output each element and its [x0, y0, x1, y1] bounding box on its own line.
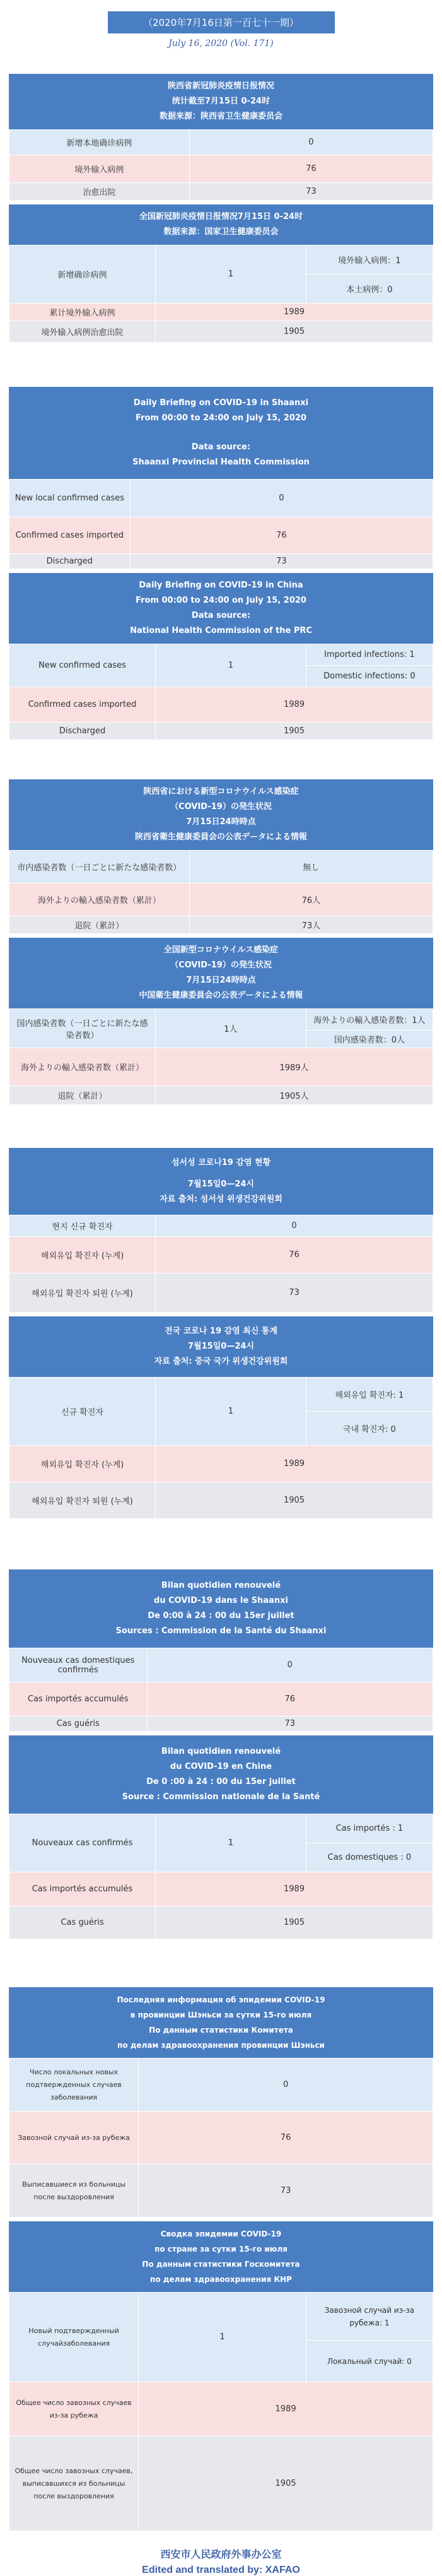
- domestic-breakdown: 国内感染者数：0人: [306, 1031, 433, 1048]
- row-label: New local confirmed cases: [9, 480, 131, 517]
- row-value: 1989: [156, 687, 433, 723]
- row-label: Confirmed cases imported: [9, 687, 156, 723]
- title-line: в провинции Шэньси за сутки 15-го июля: [130, 2011, 312, 2019]
- row-label: 治愈出院: [9, 183, 190, 201]
- row-value: 0: [156, 1215, 433, 1237]
- row-value: 1989: [156, 1872, 433, 1906]
- china-card: [9, 1316, 433, 1519]
- row-label: 海外よりの輸入感染者数（累計）: [9, 883, 190, 916]
- footer-org: 西安市人民政府外事办公室: [160, 2548, 282, 2560]
- row-value: 1989人: [156, 1048, 433, 1086]
- row-value: 76: [147, 1682, 433, 1716]
- row-value: 76: [156, 1237, 433, 1273]
- row-label: Cas importés accumulés: [9, 1682, 148, 1716]
- title-line: Daily Briefing on COVID-19 in China: [139, 581, 303, 590]
- china-card: [9, 2221, 433, 2531]
- imported-breakdown: Завозной случай из-за рубежа: 1: [306, 2293, 433, 2341]
- shaanxi-table: [9, 129, 433, 201]
- row-label: 境外输入病例: [9, 155, 190, 183]
- china-title: [9, 938, 433, 1008]
- shaanxi-card: [9, 779, 433, 934]
- title-line: По данным статистики Комитета: [149, 2026, 293, 2035]
- title-line: 7月15日24時時点: [186, 817, 256, 827]
- title-line: De 0 :00 à 24 : 00 du 15er juillet: [146, 1777, 296, 1787]
- title-line: 7월15일0—24시: [188, 1342, 254, 1351]
- section-french: [9, 1569, 433, 1939]
- title-line: Shaanxi Provincial Health Commission: [132, 458, 310, 467]
- title-line: 자료 출처: 중국 국가 위생건강위원회: [154, 1357, 288, 1366]
- row-value: 73: [147, 1716, 433, 1732]
- row-value: 1989: [156, 304, 433, 321]
- title-line: 全国新冠肺炎疫情日报情况7月15日 0-24时: [139, 212, 303, 222]
- title-line: Sources : Commission de la Santé du Shaanxi: [115, 1626, 327, 1636]
- row-label: 退院（累計）: [9, 1086, 156, 1105]
- china-table: [9, 1008, 433, 1105]
- section-chinese: [9, 74, 433, 343]
- row-value: 1905: [156, 1482, 433, 1519]
- title-line: По данным статистики Госкомитета: [142, 2260, 300, 2269]
- row-label: 市内感染者数（一日ごとに新たな感染者数）: [9, 851, 190, 883]
- title-line: du COVID-19 en Chine: [170, 1762, 272, 1771]
- shaanxi-table: [9, 2058, 433, 2218]
- row-label: Общее число завозных случаев, выписавшихся из больницы после выздоровления: [9, 2437, 139, 2531]
- title-line: From 00:00 to 24:00 on July 15, 2020: [136, 596, 306, 605]
- imported-breakdown: 海外よりの輸入感染者数：1人: [306, 1009, 433, 1031]
- title-line: Сводка эпидемии COVID-19: [160, 2230, 282, 2238]
- title-line: 中国衛生健康委員会の公表データによる情報: [139, 991, 303, 1000]
- new-cases-value: 1: [139, 2293, 306, 2382]
- row-value: 1989: [156, 1446, 433, 1482]
- footer: [0, 2546, 442, 2576]
- title-line: по делам здравоохранения провинции Шэньси: [117, 2041, 325, 2050]
- shaanxi-title: [9, 74, 433, 129]
- row-label: 해외유입 확진자 퇴원 (누계): [9, 1273, 156, 1313]
- imported-breakdown: Imported infections: 1: [306, 644, 433, 666]
- shaanxi-title: [9, 1148, 433, 1215]
- shaanxi-title: [9, 1987, 433, 2058]
- row-label: Confirmed cases imported: [9, 517, 131, 554]
- title-line: по делам здравоохранения КНР: [150, 2275, 292, 2284]
- china-title: [9, 2221, 433, 2292]
- shaanxi-card: [9, 74, 433, 201]
- row-label: 현지 신규 확진자: [9, 1215, 156, 1237]
- new-cases-value: 1: [156, 1378, 306, 1446]
- china-title: [9, 573, 433, 644]
- imported-breakdown: 해외유입 확진자: 1: [306, 1378, 433, 1412]
- row-value: 1989: [139, 2382, 433, 2437]
- row-label: Discharged: [9, 554, 131, 569]
- new-cases-value: 1: [156, 644, 306, 687]
- row-label: Cas guéris: [9, 1716, 148, 1732]
- row-label: Завозной случай из-за рубежа: [9, 2112, 139, 2165]
- china-table: [9, 1814, 433, 1939]
- row-value: 0: [189, 130, 433, 155]
- row-value: 73: [156, 1273, 433, 1313]
- shaanxi-card: [9, 387, 433, 569]
- row-label: 退院（累計）: [9, 916, 190, 934]
- title-line: （COVID-19）の発生状況: [170, 960, 272, 970]
- new-cases-value: 1: [156, 1814, 306, 1872]
- section-english: [9, 387, 433, 740]
- shaanxi-table: [9, 1648, 433, 1732]
- title-line: Data source:: [191, 442, 251, 452]
- title-line: （COVID-19）の発生状況: [170, 802, 272, 812]
- title-line: 전국 코로나 19 감염 최신 통계: [165, 1326, 277, 1336]
- shaanxi-card: [9, 1569, 433, 1732]
- row-value: 76: [189, 155, 433, 183]
- row-label: 境外输入病例治愈出院: [9, 321, 156, 343]
- row-value: 1905: [156, 321, 433, 343]
- title-line: Bilan quotidien renouvelé: [161, 1581, 281, 1590]
- footer-credit: Edited and translated by: XAFAO: [142, 2565, 300, 2575]
- row-label: 해외유입 확진자 퇴원 (누계): [9, 1482, 156, 1519]
- shaanxi-title: [9, 1569, 433, 1648]
- row-label: Cas importés accumulés: [9, 1872, 156, 1906]
- shaanxi-title: [9, 387, 433, 479]
- title-line: 자료 출처: 섬서성 위생건강위원회: [160, 1195, 282, 1204]
- new-cases-label: 新增确诊病例: [9, 245, 156, 304]
- row-label: 海外よりの輸入感染者数（累計）: [9, 1048, 156, 1086]
- title-line: Source : Commission nationale de la Santé: [122, 1792, 320, 1802]
- shaanxi-card: [9, 1148, 433, 1313]
- domestic-breakdown: 本土病例：0: [306, 275, 433, 304]
- shaanxi-table: [9, 479, 433, 569]
- row-label: Nouveaux cas domestiques confirmés: [9, 1648, 148, 1682]
- china-title: [9, 204, 433, 245]
- row-value: 0: [147, 1648, 433, 1682]
- issue-date-banner: （2020年7月16日第一百七十一期）: [108, 11, 335, 33]
- title-line: 陕西省新冠肺炎疫情日报情况: [167, 81, 274, 91]
- domestic-breakdown: Domestic infections: 0: [306, 666, 433, 687]
- title-line: 全国新型コロナウイルス感染症: [163, 945, 279, 955]
- row-value: 76人: [189, 883, 433, 916]
- title-line: Daily Briefing on COVID-19 in Shaanxi: [133, 398, 309, 408]
- domestic-breakdown: Cas domestiques : 0: [306, 1843, 433, 1872]
- row-value: 73: [139, 2165, 433, 2218]
- row-label: Общее число завозных случаев из-за рубежа: [9, 2382, 139, 2437]
- new-cases-label: New confirmed cases: [9, 644, 156, 687]
- row-value: 1905: [139, 2437, 433, 2531]
- china-card: [9, 1735, 433, 1939]
- domestic-breakdown: Локальный случай: 0: [306, 2341, 433, 2382]
- china-card: [9, 204, 433, 343]
- row-value: 73人: [189, 916, 433, 934]
- row-value: 0: [130, 480, 433, 517]
- section-japanese: [9, 779, 433, 1105]
- china-table: [9, 2292, 433, 2531]
- title-line: 섬서성 코로나19 감염 현황: [171, 1158, 271, 1167]
- shaanxi-table: [9, 1215, 433, 1313]
- row-value: 76: [130, 517, 433, 554]
- row-value: 73: [189, 183, 433, 201]
- row-value: 1905: [156, 1906, 433, 1939]
- title-line: Data source:: [191, 611, 251, 620]
- row-label: Число локальных новых подтвержденных случаев заболевания: [9, 2059, 139, 2112]
- row-value: 1905: [156, 723, 433, 740]
- domestic-breakdown: 국내 확진자: 0: [306, 1412, 433, 1446]
- row-value: 76: [139, 2112, 433, 2165]
- new-cases-label: Nouveaux cas confirmés: [9, 1814, 156, 1872]
- row-value: 1905人: [156, 1086, 433, 1105]
- title-line: Последняя информация об эпидемии COVID-19: [117, 1995, 325, 2004]
- title-line: 7월15일0—24시: [188, 1179, 254, 1189]
- shaanxi-card: [9, 1987, 433, 2218]
- title-line: National Health Commission of the PRC: [130, 626, 312, 635]
- new-cases-label: 国内感染者数（一日ごとに新たな感染者数）: [9, 1009, 156, 1048]
- title-line: De 0:00 à 24 : 00 du 15er juillet: [148, 1611, 294, 1621]
- new-cases-value: 1人: [156, 1009, 306, 1048]
- title-line: по стране за сутки 15-го июля: [154, 2245, 288, 2254]
- title-line: 7月15日24時時点: [186, 976, 256, 985]
- row-label: Discharged: [9, 723, 156, 740]
- title-line: 数据来源：国家卫生健康委员会: [163, 227, 279, 237]
- page: [0, 11, 442, 2576]
- row-label: 해외유입 확진자 (누계): [9, 1237, 156, 1273]
- new-cases-label: Новый подтвержденный случайзаболевания: [9, 2293, 139, 2382]
- row-label: 해외유입 확진자 (누계): [9, 1446, 156, 1482]
- title-line: 陕西省における新型コロナウイルス感染症: [143, 787, 299, 796]
- imported-breakdown: 境外输入病例：1: [306, 245, 433, 275]
- china-card: [9, 938, 433, 1105]
- shaanxi-title: [9, 779, 433, 850]
- row-value: 73: [130, 554, 433, 569]
- row-label: Cas guéris: [9, 1906, 156, 1939]
- row-value: 0: [139, 2059, 433, 2112]
- title-line: 数据来源：陕西省卫生健康委员会: [159, 112, 282, 121]
- china-title: [9, 1316, 433, 1377]
- row-label: 累计境外输入病例: [9, 304, 156, 321]
- china-table: [9, 1377, 433, 1519]
- title-line: From 00:00 to 24:00 on July 15, 2020: [136, 413, 306, 423]
- shaanxi-table: [9, 850, 433, 934]
- section-korean: [9, 1148, 433, 1519]
- china-table: [9, 245, 433, 343]
- title-line: 陕西省衛生健康委員会の公表データによる情報: [134, 832, 307, 842]
- title-line: 统计截至7月15日 0-24时: [172, 97, 270, 106]
- china-title: [9, 1735, 433, 1814]
- row-value: 無し: [189, 851, 433, 883]
- new-cases-label: 신규 확진자: [9, 1378, 156, 1446]
- china-table: [9, 644, 433, 740]
- row-label: 新增本地确诊病例: [9, 130, 190, 155]
- china-card: [9, 573, 433, 740]
- issue-date-english: July 16, 2020 (Vol. 171): [168, 38, 274, 49]
- new-cases-value: 1: [156, 245, 306, 304]
- title-line: du COVID-19 dans le Shaanxi: [154, 1596, 288, 1605]
- row-label: Выписавшиеся из больницы после выздоровления: [9, 2165, 139, 2218]
- section-russian: [9, 1987, 433, 2531]
- imported-breakdown: Cas importés : 1: [306, 1814, 433, 1843]
- title-line: Bilan quotidien renouvelé: [161, 1747, 281, 1756]
